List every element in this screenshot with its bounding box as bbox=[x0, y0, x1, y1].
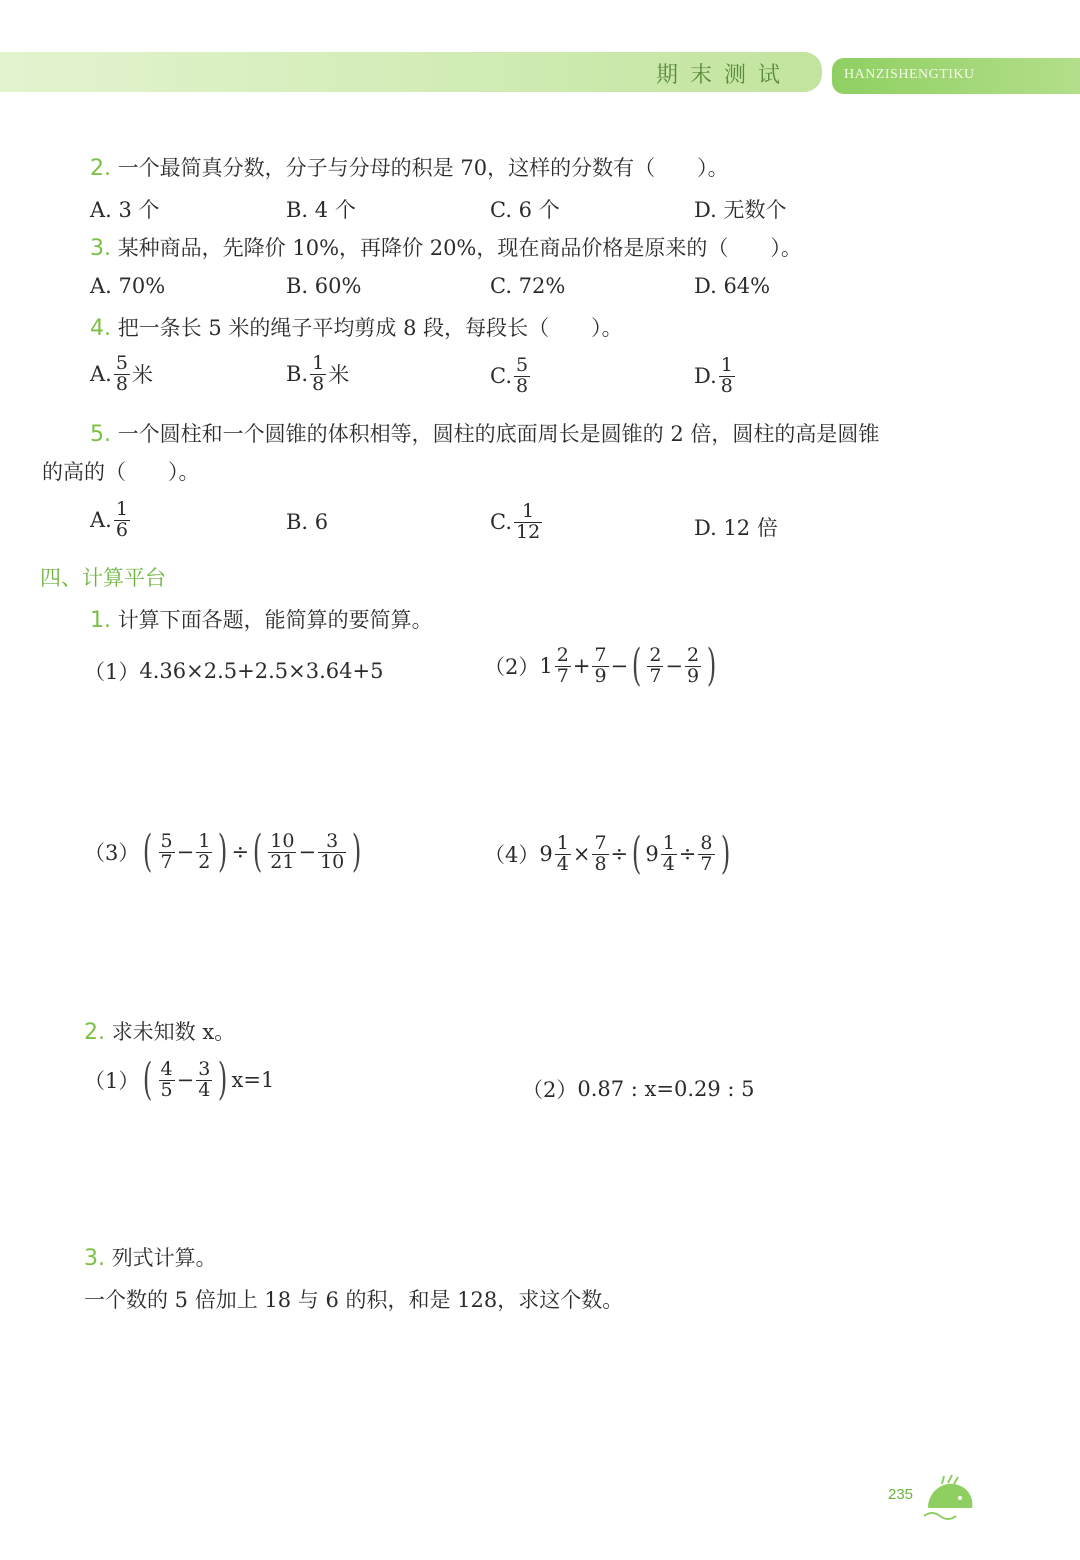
option-a bbox=[90, 354, 153, 395]
fraction: $\frac{2}{9}$ bbox=[687, 643, 700, 687]
option-label: A. bbox=[90, 508, 112, 533]
header-tab-text: HANZISHENGTIKU bbox=[844, 67, 975, 82]
question-number: 3. bbox=[90, 236, 111, 261]
operator: × bbox=[572, 842, 591, 866]
left-paren: ( bbox=[143, 1054, 153, 1105]
operator: − bbox=[176, 840, 195, 864]
option-d: D. 64% bbox=[694, 274, 771, 298]
question-text: 一个最简真分数，分子与分母的积是 70，这样的分数有（ ）。 bbox=[117, 156, 729, 180]
option-b: B. 6 bbox=[286, 510, 329, 534]
question-text: 某种商品，先降价 10%，再降价 20%，现在商品价格是原来的（ ）。 bbox=[117, 236, 802, 260]
item-label: （1） bbox=[84, 1069, 140, 1093]
fraction: $\frac{2}{7}$ bbox=[649, 643, 662, 687]
calc-1-4 bbox=[484, 828, 734, 879]
question-number: 2. bbox=[84, 1020, 105, 1045]
calc-question-2 bbox=[84, 1016, 235, 1046]
option-d: D. 无数个 bbox=[694, 198, 787, 222]
fraction: $\frac{5}{7}$ bbox=[160, 829, 173, 873]
question-number: 1. bbox=[90, 608, 111, 633]
fraction: $\frac{1}{4}$ bbox=[662, 831, 675, 875]
expression: 0.87 : x=0.29 : 5 bbox=[577, 1077, 755, 1101]
solve-2-1 bbox=[84, 1054, 275, 1105]
expression: 4.36×2.5+2.5×3.64+5 bbox=[139, 659, 384, 683]
option-label: A. bbox=[90, 362, 112, 387]
operator: − bbox=[176, 1068, 195, 1092]
right-paren: ) bbox=[706, 640, 717, 691]
calc-1-2 bbox=[484, 640, 720, 691]
header-title: 期末测试 bbox=[655, 63, 792, 88]
option-label: C. bbox=[490, 510, 512, 535]
question-text-continued: 的高的（ ）。 bbox=[42, 460, 200, 484]
whole-number: 9 bbox=[539, 842, 553, 866]
whole-number: 1 bbox=[539, 654, 553, 678]
left-paren: ( bbox=[252, 826, 263, 877]
unit: 米 bbox=[131, 363, 153, 388]
option-label: C. bbox=[490, 364, 512, 389]
question-text: 把一条长 5 米的绳子平均剪成 8 段，每段长（ ）。 bbox=[117, 316, 623, 340]
fraction: $\frac{5}{8}$ bbox=[516, 354, 529, 397]
right-paren: ) bbox=[218, 1054, 228, 1105]
right-paren: ) bbox=[720, 828, 730, 879]
question-text: 列式计算。 bbox=[111, 1246, 217, 1270]
left-paren: ( bbox=[632, 828, 642, 879]
fraction: $\frac{1}{8}$ bbox=[312, 352, 325, 395]
item-label: （2） bbox=[522, 1078, 578, 1102]
operator: − bbox=[665, 654, 684, 678]
option-a: A. 3 个 bbox=[90, 198, 160, 222]
item-label: （1） bbox=[84, 660, 140, 684]
option-c: C. 72% bbox=[490, 274, 566, 298]
operator: − bbox=[298, 840, 317, 864]
option-a: A. 70% bbox=[90, 274, 166, 298]
calc-question-3 bbox=[84, 1242, 217, 1272]
header-band bbox=[0, 52, 822, 92]
question-text: 求未知数 x。 bbox=[111, 1020, 236, 1044]
unit: 米 bbox=[328, 363, 350, 388]
question-4 bbox=[90, 312, 623, 342]
page-number: 235 bbox=[888, 1486, 914, 1503]
option-c bbox=[490, 502, 544, 543]
option-a bbox=[90, 500, 132, 541]
question-body: 一个数的 5 倍加上 18 与 6 的积，和是 128，求这个数。 bbox=[84, 1288, 624, 1312]
whale-icon bbox=[924, 1474, 976, 1522]
solve-2-2 bbox=[522, 1074, 755, 1104]
fraction: $\frac{1}{6}$ bbox=[115, 498, 128, 541]
fraction: $\frac{7}{9}$ bbox=[594, 643, 607, 687]
fraction: $\frac{7}{8}$ bbox=[594, 831, 607, 875]
fraction: $\frac{2}{7}$ bbox=[556, 643, 569, 687]
calc-1-1 bbox=[84, 656, 383, 686]
question-5 bbox=[90, 418, 879, 448]
fraction: $\frac{1}{12}$ bbox=[516, 500, 541, 543]
fraction: $\frac{3}{10}$ bbox=[320, 829, 345, 873]
option-b bbox=[286, 354, 349, 395]
fraction: $\frac{1}{8}$ bbox=[720, 354, 733, 397]
option-b: B. 4 个 bbox=[286, 198, 356, 222]
fraction: $\frac{8}{7}$ bbox=[700, 831, 713, 875]
question-text: 计算下面各题，能简算的要简算。 bbox=[117, 608, 433, 632]
operator: − bbox=[610, 654, 629, 678]
question-3 bbox=[90, 232, 802, 262]
fraction: $\frac{5}{8}$ bbox=[115, 352, 128, 395]
expression-tail: x=1 bbox=[231, 1068, 275, 1092]
right-paren: ) bbox=[352, 826, 362, 877]
calc-1-3 bbox=[84, 826, 365, 877]
fraction: $\frac{3}{4}$ bbox=[198, 1057, 211, 1101]
right-paren: ) bbox=[218, 826, 228, 877]
operator: ÷ bbox=[610, 842, 629, 866]
section-title: 四、计算平台 bbox=[40, 566, 166, 590]
fraction: $\frac{1}{2}$ bbox=[198, 829, 211, 873]
question-text: 一个圆柱和一个圆锥的体积相等，圆柱的底面周长是圆锥的 2 倍，圆柱的高是圆锥 bbox=[117, 422, 880, 446]
option-d: D. 12 倍 bbox=[694, 516, 778, 540]
option-b: B. 60% bbox=[286, 274, 362, 298]
question-number: 5. bbox=[90, 422, 111, 447]
option-label: D. bbox=[694, 364, 717, 389]
whole-number: 9 bbox=[645, 842, 659, 866]
option-label: B. bbox=[286, 362, 309, 387]
header-tab bbox=[832, 58, 1080, 94]
operator: ÷ bbox=[678, 842, 697, 866]
operator: + bbox=[572, 654, 591, 678]
option-d bbox=[694, 356, 737, 397]
option-c bbox=[490, 356, 532, 397]
question-number: 2. bbox=[90, 156, 111, 181]
option-c: C. 6 个 bbox=[490, 198, 560, 222]
left-paren: ( bbox=[143, 826, 153, 877]
item-label: （4） bbox=[484, 843, 540, 867]
question-2 bbox=[90, 152, 729, 182]
left-paren: ( bbox=[632, 640, 642, 691]
fraction: $\frac{4}{5}$ bbox=[160, 1057, 173, 1101]
fraction: $\frac{1}{4}$ bbox=[556, 831, 569, 875]
question-number: 3. bbox=[84, 1246, 105, 1271]
question-number: 4. bbox=[90, 316, 111, 341]
item-label: （3） bbox=[84, 841, 140, 865]
calc-question-1 bbox=[90, 604, 433, 634]
operator: ÷ bbox=[231, 840, 250, 864]
fraction: $\frac{10}{21}$ bbox=[270, 829, 295, 873]
item-label: （2） bbox=[484, 655, 540, 679]
